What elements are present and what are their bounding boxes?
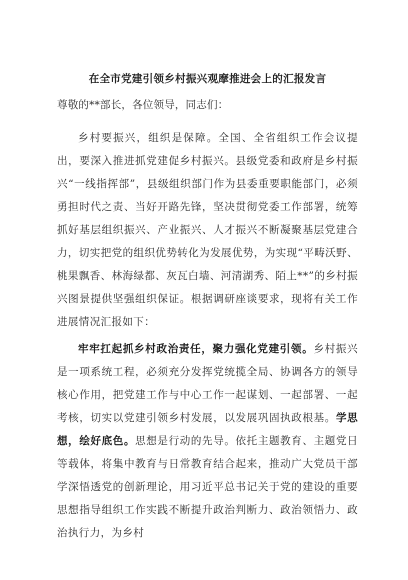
bold-subheading: 学思想，绘好底色。 <box>57 412 358 447</box>
paragraph-intro: 乡村要振兴，组织是保障。全国、全省组织工作会议提出，要深入推进抓党建促乡村振兴。县级党委和政府是乡村振兴“一线指挥部”，县级组织部门作为县委重要职能部门，必须勇担时代之责、当好开路先锋，坚决贯彻党委工作部署，统筹抓好基层组织振兴、产业振兴、人才振兴不断凝聚基层党建合力，切实把党的组织优势转化为发展优势，为实现“平畴沃野、桃果飘香、林海绿都、灰瓦白墙、河清湖秀、陌上**”的乡村振兴图景提供坚强组织保证。根据调研座谈要求，现将有关工作进展情况汇报如下： <box>57 132 358 328</box>
document-title: 在全市党建引领乡村振兴观摩推进会上的汇报发言 <box>88 73 327 85</box>
paragraph-text-b: 思想是行动的先导。依托主题教育、主题党日等载体，将集中教育与日常教育结合起来，推动广大党员干部学深悟透党的创新理论，用习近平总书记关于党的建设的重要思想指导组织工作实践不断提升政治判断力、政治领悟力、政治执行力，为乡村 <box>57 435 358 539</box>
salutation: 尊敬的**部长，各位领导，同志们： <box>57 99 229 111</box>
paragraph-political-responsibility <box>57 338 358 545</box>
paragraph-text-a: 乡村振兴是一项系统工程，必须充分发挥党统揽全局、协调各方的领导核心作用，把党建工作与中心工作一起谋划、一起部署、一起考核，切实以党建引领乡村发展，以发展巩固执政根基。 <box>57 343 358 424</box>
bold-lead-heading: 牢牢扛起抓乡村政治责任，聚力强化党建引领。 <box>78 343 314 355</box>
